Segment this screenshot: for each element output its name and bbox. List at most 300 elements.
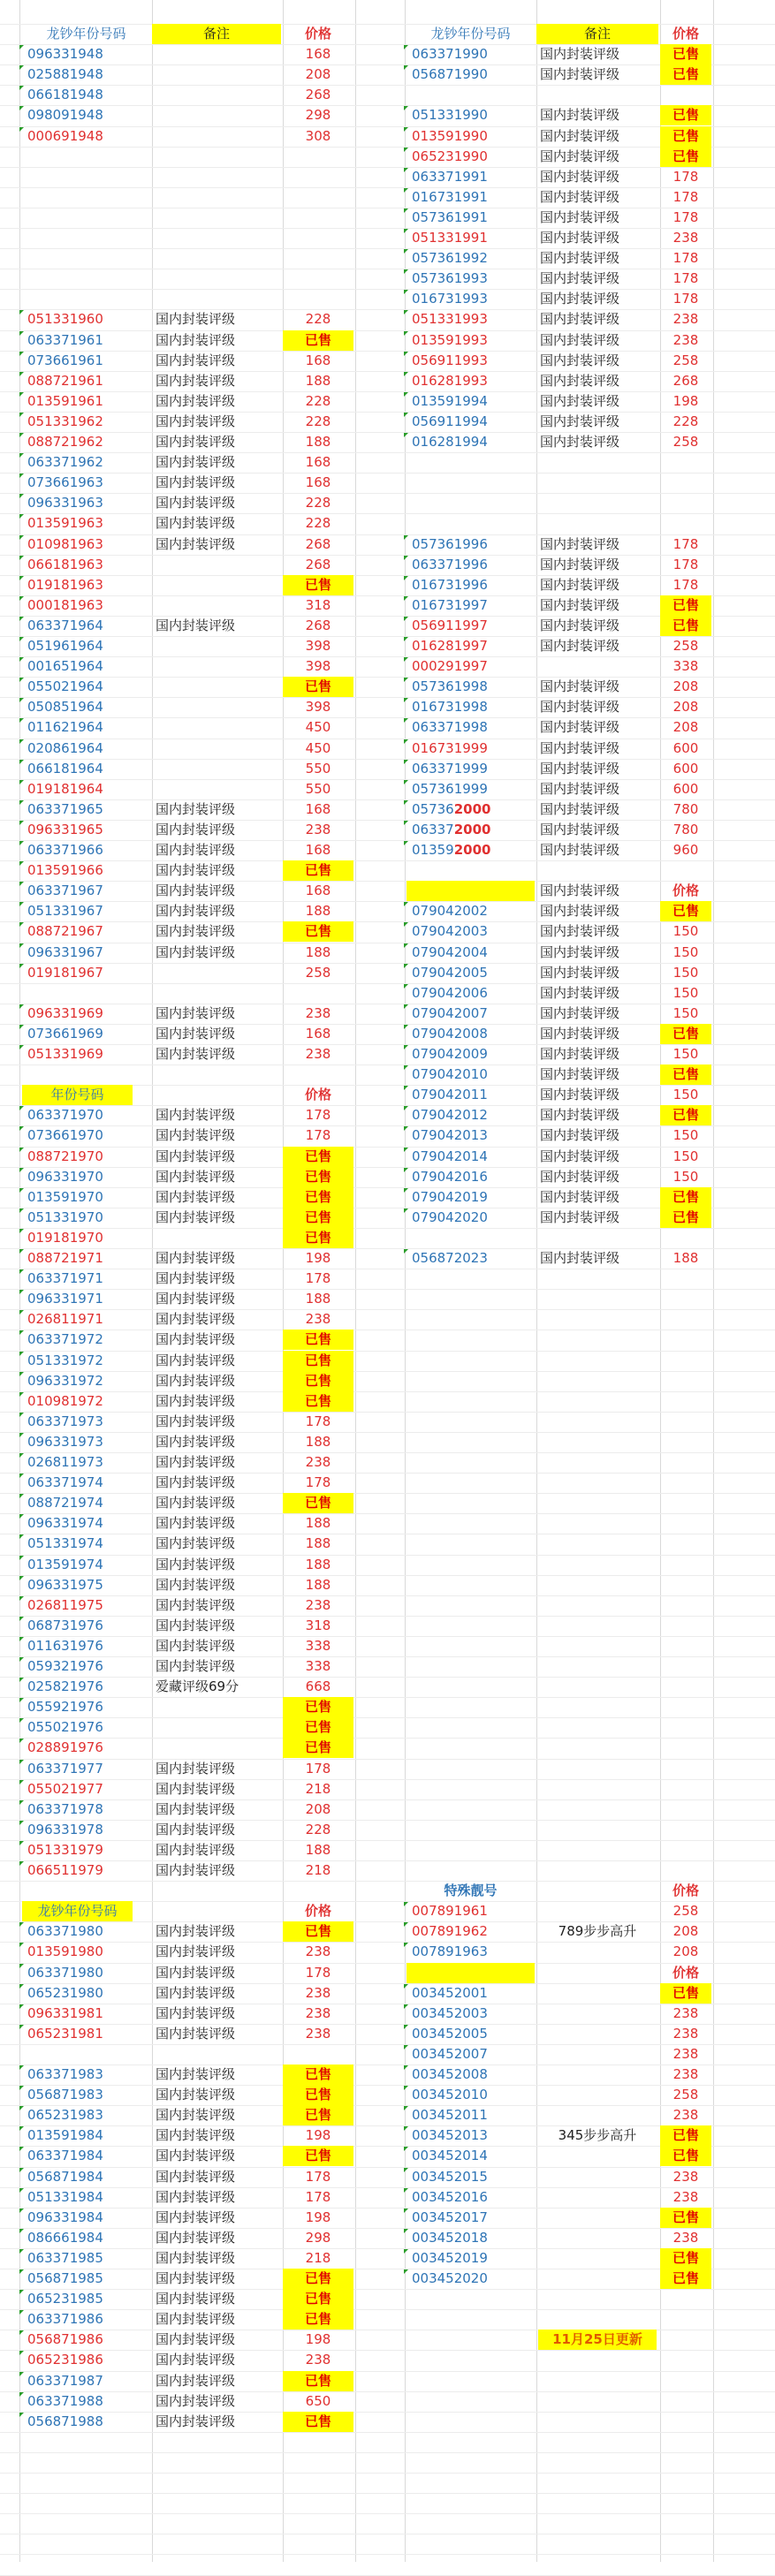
note-cell: 国内封装评级 (156, 1454, 236, 1470)
code-cell: 055021977 (27, 1780, 103, 1797)
code-cell: 057361998 (412, 678, 488, 695)
green-corner-icon (19, 1760, 24, 1764)
price-cell: 780 (672, 800, 699, 817)
note-cell: 国内封装评级 (540, 1087, 620, 1103)
note-cell: 国内封装评级 (540, 127, 620, 144)
green-corner-icon (19, 2086, 24, 2090)
code-cell: 056871986 (27, 2331, 103, 2348)
note-cell: 国内封装评级 (156, 1596, 236, 1613)
code-cell: 003452003 (412, 2004, 488, 2021)
price-cell: 228 (672, 413, 699, 429)
note-cell: 国内封装评级 (540, 1004, 620, 1021)
price-cell: 178 (672, 188, 699, 205)
green-corner-icon (19, 2229, 24, 2233)
green-corner-icon (19, 1392, 24, 1397)
note-cell: 国内封装评级 (156, 1617, 236, 1633)
code-cell: 063371964 (27, 617, 103, 633)
green-corner-icon (19, 2004, 24, 2009)
green-corner-icon (19, 1004, 24, 1009)
green-corner-icon (19, 127, 24, 132)
price-cell: 188 (672, 1250, 699, 1266)
green-corner-icon (19, 1494, 24, 1498)
price-cell: 188 (305, 372, 331, 389)
note-cell: 国内封装评级 (540, 250, 620, 267)
sold-badge: 已售 (660, 2146, 711, 2166)
price-cell: 208 (672, 699, 699, 716)
green-corner-icon (404, 718, 408, 723)
note-cell: 国内封装评级 (156, 2372, 236, 2389)
note-cell: 国内封装评级 (540, 1208, 620, 1225)
price-cell: 178 (305, 1270, 331, 1287)
note-cell: 国内封装评级 (156, 2066, 236, 2082)
note-cell: 国内封装评级 (156, 515, 236, 532)
code-cell: 056872023 (412, 1250, 488, 1266)
price-cell: 168 (305, 842, 331, 858)
note-cell: 国内封装评级 (156, 943, 236, 960)
note-cell: 国内封装评级 (156, 1495, 236, 1512)
code-cell: 063371977 (27, 1760, 103, 1777)
sold-badge: 已售 (283, 2269, 353, 2289)
sold-badge: 已售 (660, 901, 711, 921)
note-cell: 国内封装评级 (540, 208, 620, 225)
green-corner-icon (19, 433, 24, 437)
code-cell: 088721970 (27, 1148, 103, 1164)
price-cell: 338 (672, 658, 699, 675)
price-cell: 550 (305, 760, 331, 777)
price-cell: 188 (305, 1556, 331, 1572)
price-cell: 198 (305, 2331, 331, 2348)
green-corner-icon (19, 2168, 24, 2172)
green-corner-icon (19, 1943, 24, 1947)
note-cell: 国内封装评级 (540, 821, 620, 837)
green-corner-icon (404, 1045, 408, 1049)
green-corner-icon (404, 2209, 408, 2213)
code-cell: 016731997 (412, 596, 488, 613)
green-corner-icon (19, 86, 24, 90)
note-cell: 国内封装评级 (156, 617, 236, 633)
note-cell: 国内封装评级 (156, 1270, 236, 1287)
green-corner-icon (19, 1208, 24, 1213)
green-corner-icon (404, 1943, 408, 1947)
code-cell: 096331984 (27, 2209, 103, 2225)
green-corner-icon (19, 739, 24, 744)
price-cell: 268 (305, 87, 331, 103)
note-cell: 国内封装评级 (156, 1311, 236, 1328)
note-cell: 国内封装评级 (540, 556, 620, 572)
green-corner-icon (19, 2147, 24, 2151)
code-cell: 051331974 (27, 1535, 103, 1552)
green-corner-icon (19, 331, 24, 336)
code-year: 2000 (453, 821, 491, 837)
sold-badge: 已售 (283, 1738, 353, 1758)
note-cell: 国内封装评级 (156, 821, 236, 837)
note-cell: 国内封装评级 (156, 2127, 236, 2144)
note-cell: 国内封装评级 (156, 392, 236, 409)
code-cell: 051331984 (27, 2188, 103, 2205)
green-corner-icon (404, 1922, 408, 1927)
sold-badge: 已售 (283, 575, 353, 595)
green-corner-icon (19, 1352, 24, 1356)
note-cell: 国内封装评级 (156, 1004, 236, 1021)
code-cell: 011631976 (27, 1637, 103, 1654)
price-cell: 238 (672, 2168, 699, 2185)
note-cell: 国内封装评级 (156, 1331, 236, 1348)
code-cell: 055021976 (27, 1719, 103, 1736)
green-corner-icon (19, 1453, 24, 1458)
note-cell: 国内封装评级 (156, 1841, 236, 1858)
green-corner-icon (404, 617, 408, 621)
price-cell: 228 (305, 515, 331, 532)
note-cell: 国内封装评级 (156, 1250, 236, 1266)
sold-badge: 已售 (283, 1717, 353, 1738)
green-corner-icon (19, 1698, 24, 1702)
note-cell: 国内封装评级 (156, 2209, 236, 2225)
green-corner-icon (19, 1269, 24, 1274)
green-corner-icon (19, 474, 24, 478)
note-cell: 国内封装评级 (156, 1127, 236, 1144)
price-cell: 238 (305, 1596, 331, 1613)
note-cell: 国内封装评级 (540, 1168, 620, 1185)
price-cell: 238 (672, 2188, 699, 2205)
green-corner-icon (404, 1004, 408, 1009)
price-cell: 208 (305, 66, 331, 83)
code-cell: 057361999 (412, 780, 488, 797)
sold-badge: 已售 (283, 1147, 353, 1167)
note-cell: 国内封装评级 (156, 311, 236, 328)
green-corner-icon (404, 65, 408, 70)
price-cell: 398 (305, 699, 331, 716)
price-cell: 238 (305, 1004, 331, 1021)
note-cell: 国内封装评级 (540, 372, 620, 389)
code-cell: 003452019 (412, 2249, 488, 2266)
price-cell: 150 (672, 984, 699, 1001)
code-cell: 013591970 (27, 1188, 103, 1205)
price-cell: 188 (305, 1576, 331, 1593)
price-cell: 218 (305, 1862, 331, 1878)
note-cell: 国内封装评级 (156, 1862, 236, 1878)
green-corner-icon (19, 494, 24, 498)
note-cell: 国内封装评级 (156, 1168, 236, 1185)
price-cell: 150 (672, 923, 699, 940)
price-cell: 198 (305, 2127, 331, 2144)
green-corner-icon (404, 841, 408, 845)
green-corner-icon (19, 1025, 24, 1029)
price-cell: 150 (672, 1087, 699, 1103)
green-corner-icon (19, 1249, 24, 1254)
green-corner-icon (19, 1821, 24, 1825)
price-cell: 238 (305, 1943, 331, 1960)
price-cell: 238 (672, 2107, 699, 2124)
code-cell: 063371999 (412, 760, 488, 777)
code-cell: 026811973 (27, 1454, 103, 1470)
sold-badge: 已售 (283, 2146, 353, 2166)
green-corner-icon (19, 1045, 24, 1049)
note-cell: 国内封装评级 (540, 760, 620, 777)
price-cell: 338 (305, 1658, 331, 1674)
note-cell: 国内封装评级 (156, 2229, 236, 2246)
green-corner-icon (404, 2249, 408, 2254)
note-cell: 国内封装评级 (156, 1025, 236, 1042)
price-cell: 308 (305, 127, 331, 144)
sold-badge: 已售 (283, 1697, 353, 1717)
note-cell: 国内封装评级 (156, 2270, 236, 2286)
green-corner-icon (19, 1106, 24, 1110)
code-cell: 063371998 (412, 719, 488, 736)
code-cell: 063371986 (27, 2311, 103, 2328)
note-cell: 国内封装评级 (156, 1556, 236, 1572)
left-header-code: 龙钞年份号码 (46, 26, 126, 42)
code-cell: 086661984 (27, 2229, 103, 2246)
note-cell: 国内封装评级 (156, 903, 236, 920)
green-corner-icon (404, 1168, 408, 1172)
note-cell: 国内封装评级 (156, 2311, 236, 2328)
price-cell: 258 (672, 1903, 699, 1920)
price-cell: 168 (305, 454, 331, 471)
code-cell: 066181963 (27, 556, 103, 572)
price-cell: 238 (672, 230, 699, 246)
green-corner-icon (19, 1290, 24, 1294)
sold-badge: 已售 (283, 1208, 353, 1228)
code-cell: 050851964 (27, 699, 103, 716)
note-cell: 国内封装评级 (540, 392, 620, 409)
code-cell: 000291997 (412, 658, 488, 675)
code-cell: 016281994 (412, 434, 488, 450)
note-cell: 国内封装评级 (156, 474, 236, 491)
code-cell: 063371987 (27, 2372, 103, 2389)
price-cell: 238 (672, 2066, 699, 2082)
code-cell: 063371983 (27, 2066, 103, 2082)
note-cell: 国内封装评级 (540, 1107, 620, 1124)
note-cell: 国内封装评级 (156, 372, 236, 389)
sold-badge: 已售 (283, 677, 353, 697)
code-cell: 028891976 (27, 1739, 103, 1756)
section-header-price: 价格 (672, 1883, 699, 1899)
green-corner-icon (19, 1148, 24, 1152)
note-cell: 国内封装评级 (156, 434, 236, 450)
code-cell: 055921976 (27, 1699, 103, 1716)
price-cell: 238 (672, 311, 699, 328)
green-corner-icon (404, 310, 408, 314)
price-cell: 600 (672, 760, 699, 777)
sold-badge: 已售 (660, 1208, 711, 1228)
green-corner-icon (19, 861, 24, 866)
sold-badge: 已售 (660, 2208, 711, 2228)
code-cell: 079042005 (412, 964, 488, 981)
sold-badge: 已售 (660, 1064, 711, 1085)
code-cell: 003452020 (412, 2270, 488, 2286)
green-corner-icon (19, 922, 24, 927)
sold-badge: 已售 (660, 1105, 711, 1125)
note-cell: 国内封装评级 (540, 1066, 620, 1083)
green-corner-icon (404, 943, 408, 948)
price-cell: 168 (305, 1025, 331, 1042)
green-corner-icon (19, 964, 24, 968)
note-cell: 国内封装评级 (540, 1148, 620, 1164)
note-cell: 国内封装评级 (156, 1964, 236, 1981)
sold-badge: 已售 (283, 2309, 353, 2330)
green-corner-icon (404, 249, 408, 254)
sold-badge: 已售 (283, 1167, 353, 1187)
sold-badge: 已售 (660, 595, 711, 616)
green-corner-icon (404, 229, 408, 233)
price-cell: 178 (305, 1413, 331, 1429)
code-cell: 096331971 (27, 1291, 103, 1307)
code-cell: 013591990 (412, 127, 488, 144)
note-cell: 国内封装评级 (156, 413, 236, 429)
note-cell: 国内封装评级 (156, 2392, 236, 2409)
code-cell: 000181963 (27, 596, 103, 613)
note-cell: 国内封装评级 (156, 2025, 236, 2042)
green-corner-icon (19, 556, 24, 560)
code-cell: 063371984 (27, 2148, 103, 2164)
sold-badge: 已售 (283, 1921, 353, 1942)
note-cell: 国内封装评级 (540, 168, 620, 185)
green-corner-icon (19, 352, 24, 356)
note-cell: 国内封装评级 (156, 1046, 236, 1062)
note-cell: 国内封装评级 (156, 535, 236, 552)
price-cell: 208 (672, 678, 699, 695)
price-cell: 228 (305, 311, 331, 328)
code-cell: 055021964 (27, 678, 103, 695)
green-corner-icon (19, 535, 24, 540)
code-cell: 013591961 (27, 392, 103, 409)
code-cell: 025821976 (27, 1678, 103, 1695)
price-cell: 228 (305, 1821, 331, 1837)
price-cell: 228 (305, 495, 331, 511)
note-cell: 国内封装评级 (156, 331, 236, 348)
note-cell: 国内封装评级 (156, 1800, 236, 1817)
note-cell: 国内封装评级 (540, 699, 620, 716)
green-corner-icon (19, 1413, 24, 1417)
code-cell: 079042013 (412, 1127, 488, 1144)
green-corner-icon (404, 596, 408, 601)
green-corner-icon (404, 290, 408, 294)
green-corner-icon (19, 2392, 24, 2397)
right-header-note: 备注 (536, 24, 658, 44)
sold-badge: 已售 (660, 2248, 711, 2269)
green-corner-icon (19, 760, 24, 764)
green-corner-icon (404, 2106, 408, 2110)
code-cell: 051331990 (412, 107, 488, 124)
code-cell: 063371996 (412, 556, 488, 572)
green-corner-icon (404, 2147, 408, 2151)
green-corner-icon (404, 2045, 408, 2049)
code-cell: 063371967 (27, 883, 103, 899)
green-corner-icon (404, 800, 408, 805)
price-cell: 600 (672, 739, 699, 756)
green-corner-icon (19, 1922, 24, 1927)
code-prefix: 06337 (412, 821, 454, 837)
price-cell: 228 (305, 413, 331, 429)
green-corner-icon (19, 1310, 24, 1315)
sold-badge: 已售 (660, 1983, 711, 2004)
green-corner-icon (19, 821, 24, 825)
green-corner-icon (404, 1106, 408, 1110)
code-cell: 063371972 (27, 1331, 103, 1348)
note-cell: 国内封装评级 (540, 1127, 620, 1144)
green-corner-icon (19, 882, 24, 886)
note-cell: 国内封装评级 (156, 1474, 236, 1491)
green-corner-icon (404, 2269, 408, 2274)
price-cell: 218 (305, 1780, 331, 1797)
price-cell: 268 (672, 372, 699, 389)
note-cell: 国内封装评级 (540, 739, 620, 756)
green-corner-icon (404, 106, 408, 110)
code-cell: 098091948 (27, 107, 103, 124)
price-cell: 238 (672, 2045, 699, 2062)
price-cell: 178 (672, 535, 699, 552)
green-corner-icon (19, 617, 24, 621)
section-header-price: 价格 (304, 1087, 331, 1103)
code-cell: 088721961 (27, 372, 103, 389)
price-cell: 178 (672, 556, 699, 572)
note-cell: 国内封装评级 (540, 148, 620, 164)
section-header-price: 价格 (672, 1964, 699, 1981)
price-cell: 178 (672, 168, 699, 185)
code-cell: 003452017 (412, 2209, 488, 2225)
code-cell: 000691948 (27, 127, 103, 144)
code-cell: 016731996 (412, 576, 488, 593)
green-corner-icon (404, 331, 408, 336)
code-cell: 003452010 (412, 2087, 488, 2103)
price-cell: 258 (672, 638, 699, 654)
green-corner-icon (19, 310, 24, 314)
code-cell: 088721967 (27, 923, 103, 940)
code-cell: 096331973 (27, 1433, 103, 1450)
code-cell: 051331991 (412, 230, 488, 246)
code-prefix: 05736 (412, 800, 454, 817)
code-cell: 096331970 (27, 1168, 103, 1185)
price-cell: 208 (672, 719, 699, 736)
code-cell: 026811971 (27, 1311, 103, 1328)
green-corner-icon (19, 637, 24, 641)
code-cell: 073661961 (27, 352, 103, 368)
code-cell: 051331979 (27, 1841, 103, 1858)
sold-badge: 已售 (283, 921, 353, 942)
green-corner-icon (404, 2168, 408, 2172)
code-cell: 065231983 (27, 2107, 103, 2124)
price-cell: 198 (305, 1250, 331, 1266)
price-cell: 178 (305, 1760, 331, 1777)
code-cell: 065231985 (27, 2291, 103, 2307)
note-cell: 国内封装评级 (156, 1107, 236, 1124)
code-cell (406, 840, 540, 860)
price-cell: 198 (305, 2209, 331, 2225)
green-corner-icon (404, 148, 408, 152)
note-cell: 国内封装评级 (156, 923, 236, 940)
green-corner-icon (19, 841, 24, 845)
note-cell: 国内封装评级 (156, 2413, 236, 2429)
green-corner-icon (404, 45, 408, 49)
code-cell: 007891962 (412, 1923, 488, 1940)
green-corner-icon (19, 1229, 24, 1233)
price-cell: 150 (672, 1168, 699, 1185)
green-corner-icon (404, 1025, 408, 1029)
green-corner-icon (19, 1617, 24, 1621)
code-cell: 019181967 (27, 964, 103, 981)
code-cell: 003452008 (412, 2066, 488, 2082)
code-cell: 065231986 (27, 2352, 103, 2368)
code-cell: 096331963 (27, 495, 103, 511)
note-cell: 国内封装评级 (156, 1658, 236, 1674)
note-cell: 国内封装评级 (540, 434, 620, 450)
code-cell: 013591984 (27, 2127, 103, 2144)
green-corner-icon (19, 678, 24, 682)
code-cell: 066511979 (27, 1862, 103, 1878)
green-corner-icon (404, 698, 408, 702)
code-cell: 096331981 (27, 2004, 103, 2021)
note-cell: 国内封装评级 (540, 842, 620, 858)
